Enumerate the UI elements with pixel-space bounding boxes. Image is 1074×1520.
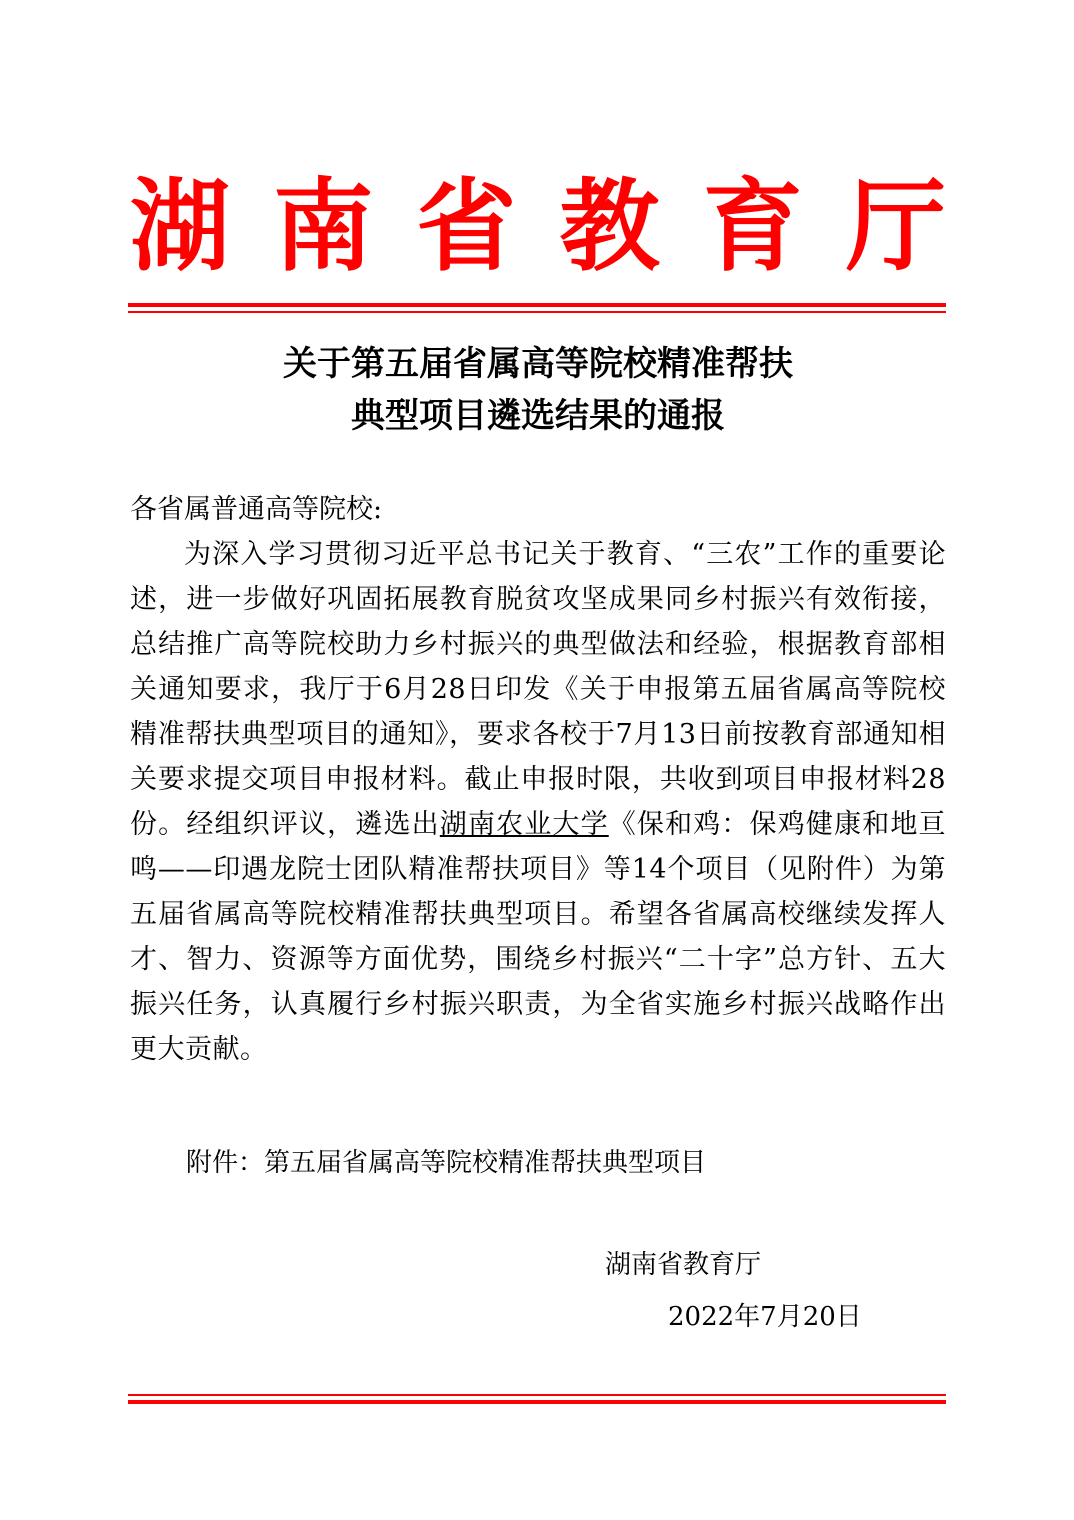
body-paragraph <box>130 532 946 1072</box>
masthead-char: 教 <box>559 167 660 285</box>
footer-divider-thin <box>128 1394 946 1396</box>
masthead-char: 省 <box>416 167 517 285</box>
document-title <box>130 338 946 442</box>
title-line-1: 关于第五届省属高等院校精准帮扶 <box>283 344 793 384</box>
salutation: 各省属普通高等院校: <box>130 494 383 525</box>
masthead-char: 南 <box>273 167 374 285</box>
header-divider-thick <box>128 303 946 307</box>
masthead-char: 厅 <box>845 167 946 285</box>
document-body <box>130 487 946 1072</box>
footer-divider-thick <box>128 1400 946 1404</box>
paragraph-text-start: 为深入学习贯彻习近平总书记关于教育、“三农”工作的重要论述，进一步做好巩固拓展教育脱贫攻坚成果同乡村振兴有效衔接，总结推广高等院校助力乡村振兴的典型做法和经验，根据教育部相关通知要求，我厅于6月28日印发《关于申报第五届省属高等院校精准帮扶典型项目的通知》，要求各校于7月13日前按教育部通知相关要求提交项目申报材料。截止申报时限，共收到项目申报材料28份。经组织评议，遴选出 <box>130 539 946 840</box>
attachment-line: 附件：第五届省属高等院校精准帮扶典型项目 <box>186 1148 707 1178</box>
university-name-underlined: 湖南农业大学 <box>439 809 609 840</box>
masthead-char: 湖 <box>130 167 230 285</box>
masthead-char: 育 <box>702 167 803 285</box>
signature-date: 2022年7月20日 <box>668 1302 862 1332</box>
title-line-2: 典型项目遴选结果的通报 <box>351 396 725 436</box>
signature-organization: 湖南省教育厅 <box>605 1250 762 1280</box>
masthead-title <box>130 166 946 286</box>
paragraph-text-end: 《保和鸡：保鸡健康和地亘鸣——印遇龙院士团队精准帮扶项目》等14个项目（见附件）为第五届省属高等院校精准帮扶典型项目。希望各省属高校继续发挥人才、智力、资源等方面优势，围绕乡村振兴“二十字”总方针、五大振兴任务，认真履行乡村振兴职责，为全省实施乡村振兴战略作出更大贡献。 <box>130 809 947 1065</box>
header-divider-thin <box>128 311 946 313</box>
